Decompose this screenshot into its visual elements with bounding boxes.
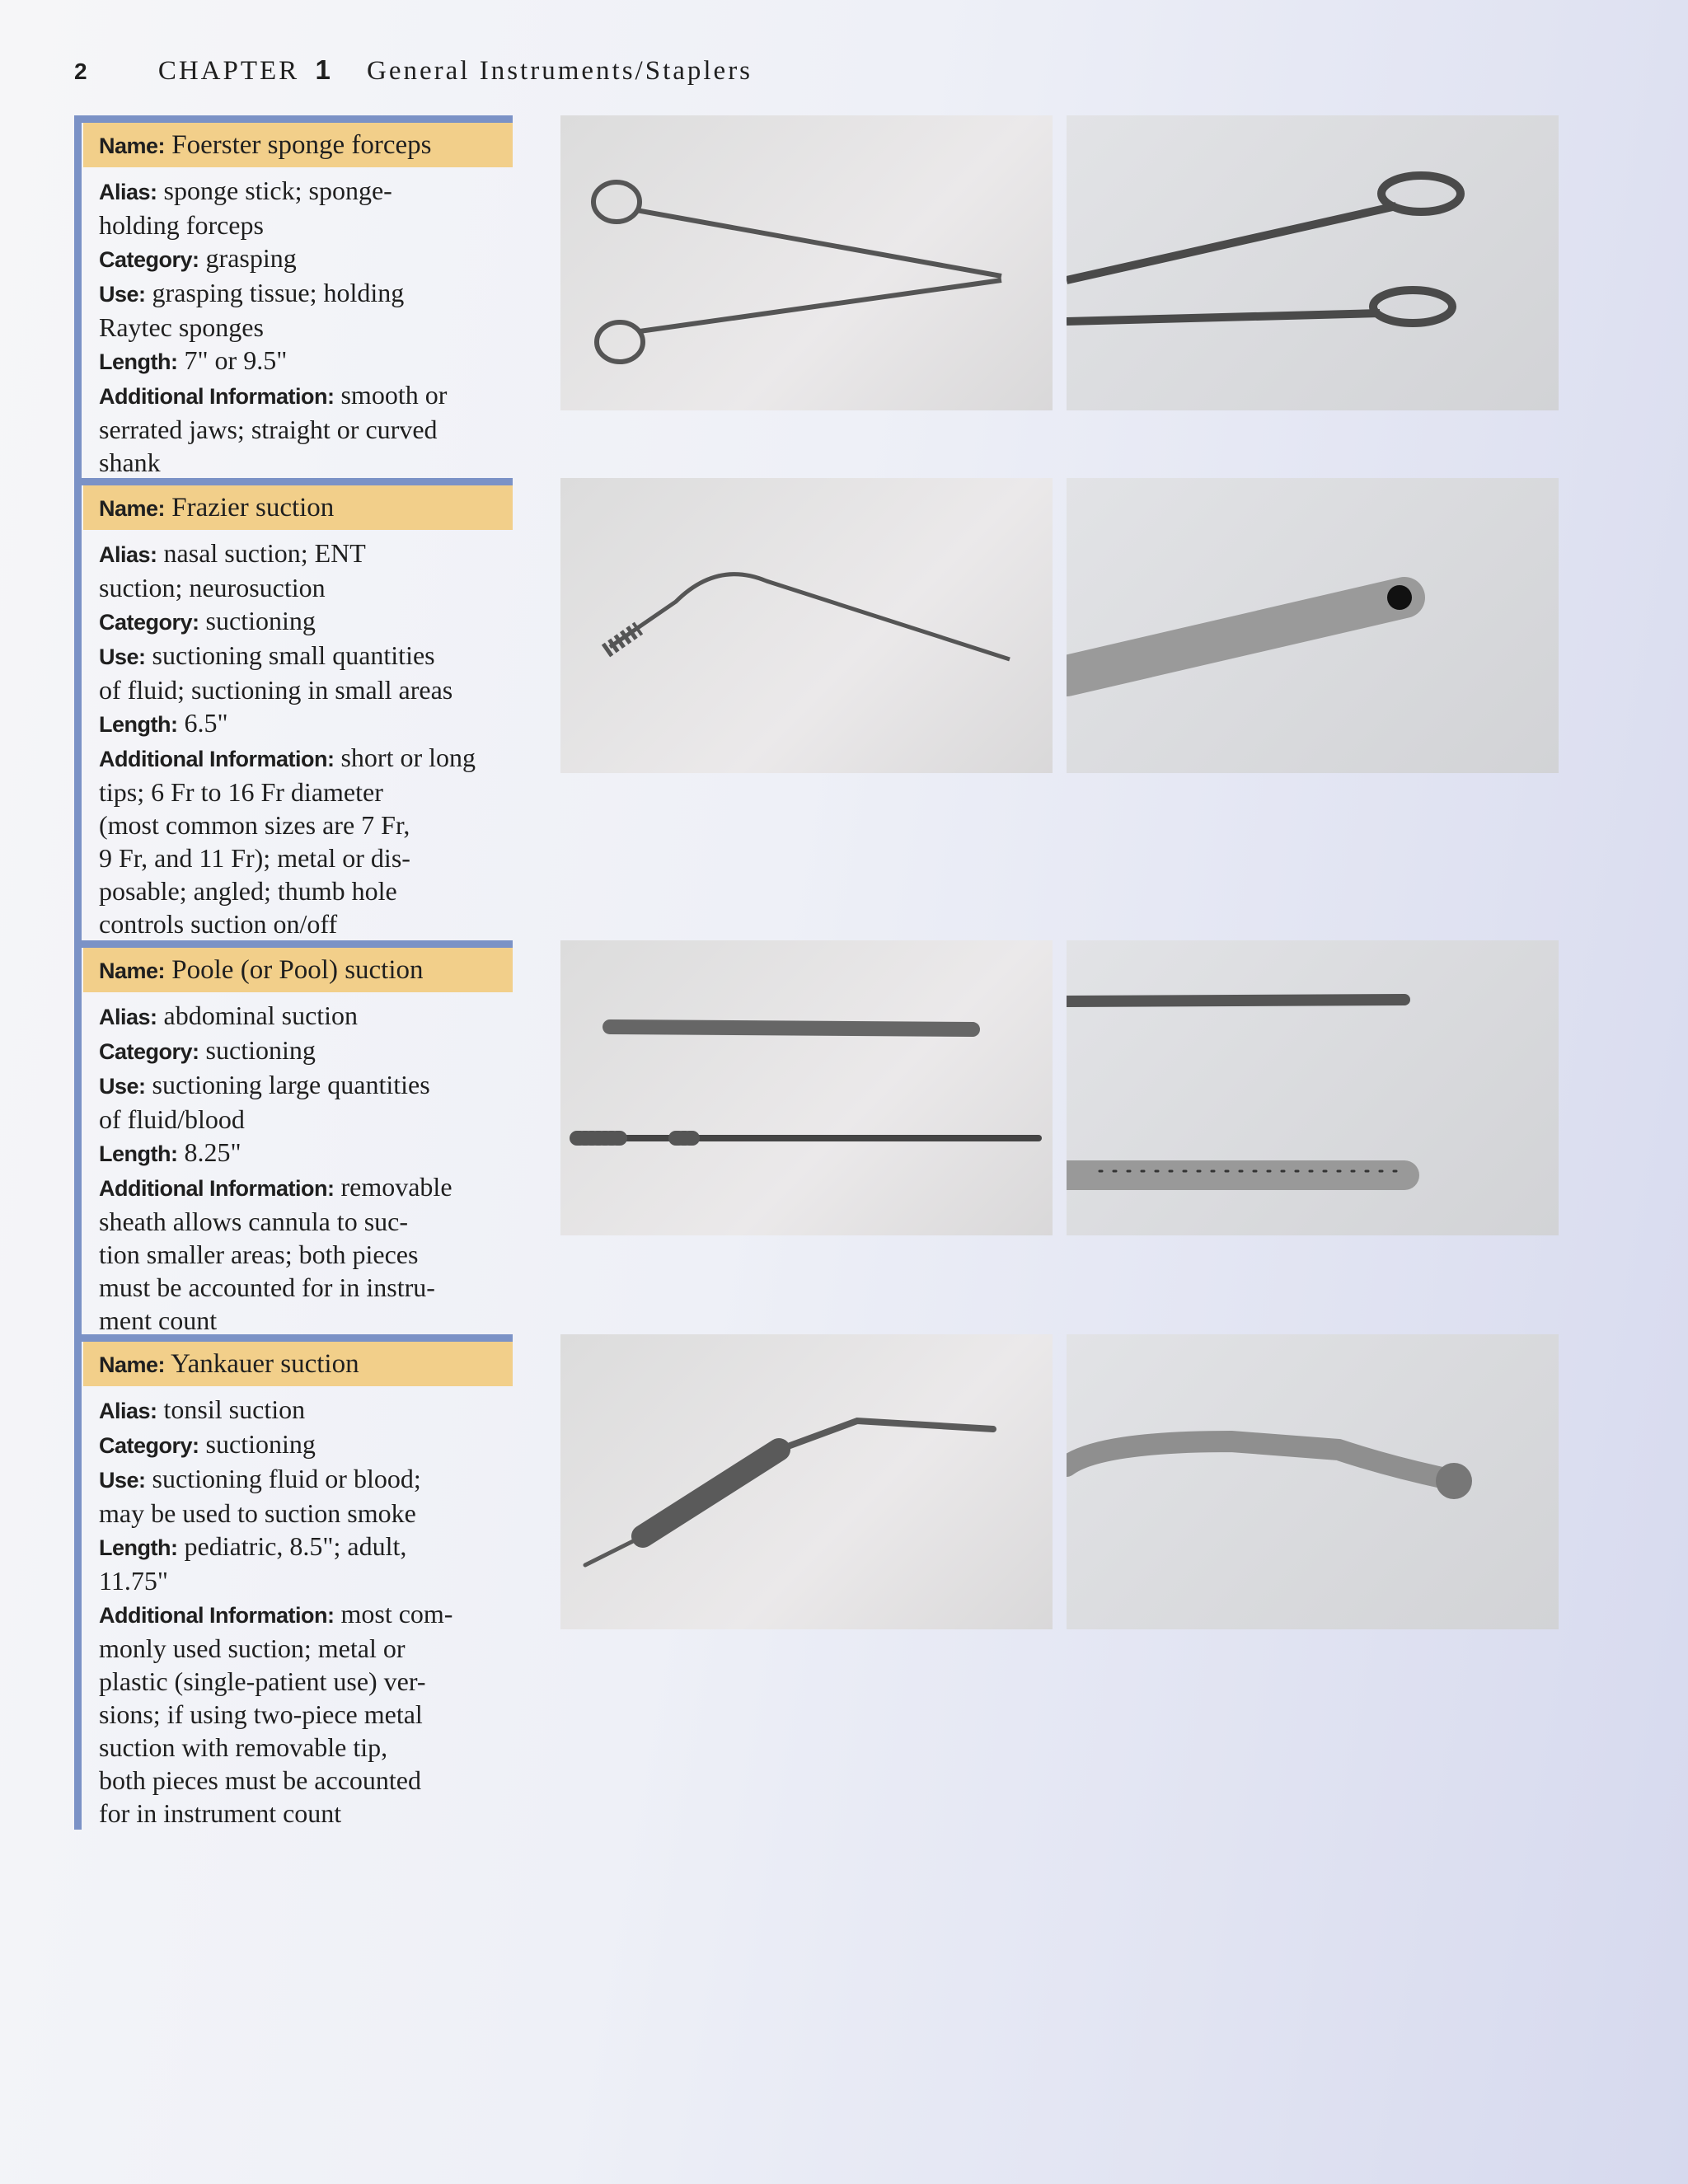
field-value-line: abdominal suction (163, 1001, 359, 1030)
field-label: Alias: (99, 1399, 157, 1423)
field-value-line: tips; 6 Fr to 16 Fr diameter (99, 777, 383, 807)
field-label: Length: (99, 1141, 178, 1166)
field-label: Length: (99, 712, 178, 737)
field-use (99, 639, 513, 706)
field-label: Use: (99, 1468, 146, 1493)
field-value-line: suctioning large quantities (152, 1070, 430, 1099)
field-value-line: sponge stick; sponge- (163, 176, 392, 205)
field-value-line: 11.75" (99, 1566, 168, 1596)
name-label: Name: (99, 1352, 166, 1377)
field-use (99, 1462, 513, 1530)
field-value-line: 7" or 9.5" (184, 345, 288, 375)
field-value-line: removable (340, 1172, 452, 1202)
field-length (99, 706, 513, 741)
field-label: Additional Information: (99, 747, 335, 771)
field-value-line: grasping (205, 243, 297, 273)
field-alias (99, 999, 513, 1033)
field-value-line: for in instrument count (99, 1798, 342, 1828)
field-value-line: grasping tissue; holding (152, 278, 405, 307)
field-value-line: suctioning (205, 1429, 316, 1459)
instrument-details (82, 992, 513, 1337)
field-value-line: (most common sizes are 7 Fr, (99, 810, 410, 840)
name-label: Name: (99, 496, 166, 521)
field-value-line: posable; angled; thumb hole (99, 876, 397, 906)
field-value-line: smooth or (340, 380, 448, 410)
field-value-line: shank (99, 448, 161, 477)
field-value-line: plastic (single-patient use) ver- (99, 1666, 426, 1696)
field-label: Additional Information: (99, 1176, 335, 1201)
field-value-line: suctioning fluid or blood; (152, 1464, 421, 1493)
field-value-line: suction with removable tip, (99, 1732, 388, 1762)
instrument-details (82, 1386, 513, 1830)
instrument-card-frazier-suction (74, 478, 513, 940)
field-value-line: of fluid; suctioning in small areas (99, 675, 453, 705)
poole-photo-full (560, 940, 1053, 1235)
field-value-line: must be accounted for in instru- (99, 1272, 435, 1302)
field-length (99, 344, 513, 378)
field-value-line: of fluid/blood (99, 1104, 245, 1134)
page-number: 2 (74, 59, 87, 84)
field-value-line: 8.25" (184, 1137, 241, 1167)
field-value-line: sheath allows cannula to suc- (99, 1207, 408, 1236)
instrument-card-yankauer-suction (74, 1334, 513, 1830)
field-value-line: tonsil suction (163, 1394, 306, 1424)
name-bar (83, 485, 513, 530)
field-value-line: may be used to suction smoke (99, 1498, 416, 1528)
name-label: Name: (99, 134, 166, 158)
instrument-name: Poole (or Pool) suction (171, 955, 424, 985)
field-alias (99, 174, 513, 241)
instrument-details (82, 530, 513, 940)
field-value-line: nasal suction; ENT (163, 538, 366, 568)
field-label: Use: (99, 1074, 146, 1099)
instrument-name: Yankauer suction (171, 1349, 359, 1379)
field-label: Alias: (99, 542, 157, 567)
instrument-card-foerster-sponge-forceps (74, 115, 513, 479)
field-label: Alias: (99, 1005, 157, 1029)
field-value-line: short or long (340, 743, 476, 772)
field-label: Alias: (99, 180, 157, 204)
field-value-line: suctioning (205, 606, 316, 635)
field-label: Category: (99, 247, 199, 272)
field-alias (99, 537, 513, 604)
field-value-line: tion smaller areas; both pieces (99, 1240, 419, 1269)
field-category (99, 604, 513, 639)
field-label: Length: (99, 1535, 178, 1560)
field-label: Category: (99, 1433, 199, 1458)
field-category (99, 1033, 513, 1068)
field-value-line: most com- (340, 1599, 453, 1629)
poole-photo-tip (1067, 940, 1559, 1235)
instrument-name: Foerster sponge forceps (171, 130, 432, 160)
name-bar (83, 948, 513, 992)
instrument-card-poole-or-pool-suction (74, 940, 513, 1337)
field-use (99, 1068, 513, 1136)
field-value-line: 6.5" (184, 708, 228, 738)
forceps-photo-tip (1067, 115, 1559, 410)
field-additional-information (99, 378, 513, 479)
field-value-line: suctioning (205, 1035, 316, 1065)
field-use (99, 276, 513, 344)
field-category (99, 1427, 513, 1462)
yankauer-photo-tip (1067, 1334, 1559, 1629)
field-additional-information (99, 1170, 513, 1337)
instrument-name: Frazier suction (171, 493, 335, 523)
field-category (99, 241, 513, 276)
field-value-line: holding forceps (99, 210, 264, 240)
field-length (99, 1136, 513, 1170)
forceps-photo-full (560, 115, 1053, 410)
field-value-line: serrated jaws; straight or curved (99, 415, 438, 444)
chapter-title: General Instruments/Staplers (367, 56, 753, 86)
name-label: Name: (99, 958, 166, 983)
field-additional-information (99, 1597, 513, 1830)
field-value-line: suctioning small quantities (152, 640, 435, 670)
field-value-line: pediatric, 8.5"; adult, (184, 1531, 407, 1561)
field-value-line: both pieces must be accounted (99, 1765, 421, 1795)
yankauer-photo-full (560, 1334, 1053, 1629)
instrument-details (82, 167, 513, 479)
field-label: Length: (99, 349, 178, 374)
field-value-line: 9 Fr, and 11 Fr); metal or dis- (99, 843, 410, 873)
field-value-line: sions; if using two-piece metal (99, 1699, 423, 1729)
field-value-line: suction; neurosuction (99, 573, 326, 602)
chapter-word: CHAPTER (157, 56, 300, 86)
field-value-line: ment count (99, 1305, 218, 1335)
field-value-line: monly used suction; metal or (99, 1633, 406, 1663)
field-label: Category: (99, 1039, 199, 1064)
name-bar (83, 123, 513, 167)
field-label: Category: (99, 610, 199, 635)
field-length (99, 1530, 513, 1597)
field-value-line: Raytec sponges (99, 312, 264, 342)
field-alias (99, 1393, 513, 1427)
chapter-number: 1 (315, 54, 333, 85)
field-label: Use: (99, 282, 146, 307)
field-label: Additional Information: (99, 1603, 335, 1628)
field-additional-information (99, 741, 513, 940)
field-label: Additional Information: (99, 384, 335, 409)
field-value-line: controls suction on/off (99, 909, 338, 939)
name-bar (83, 1342, 513, 1386)
field-label: Use: (99, 644, 146, 669)
running-header (74, 54, 753, 87)
frazier-photo-full (560, 478, 1053, 773)
frazier-photo-tip (1067, 478, 1559, 773)
